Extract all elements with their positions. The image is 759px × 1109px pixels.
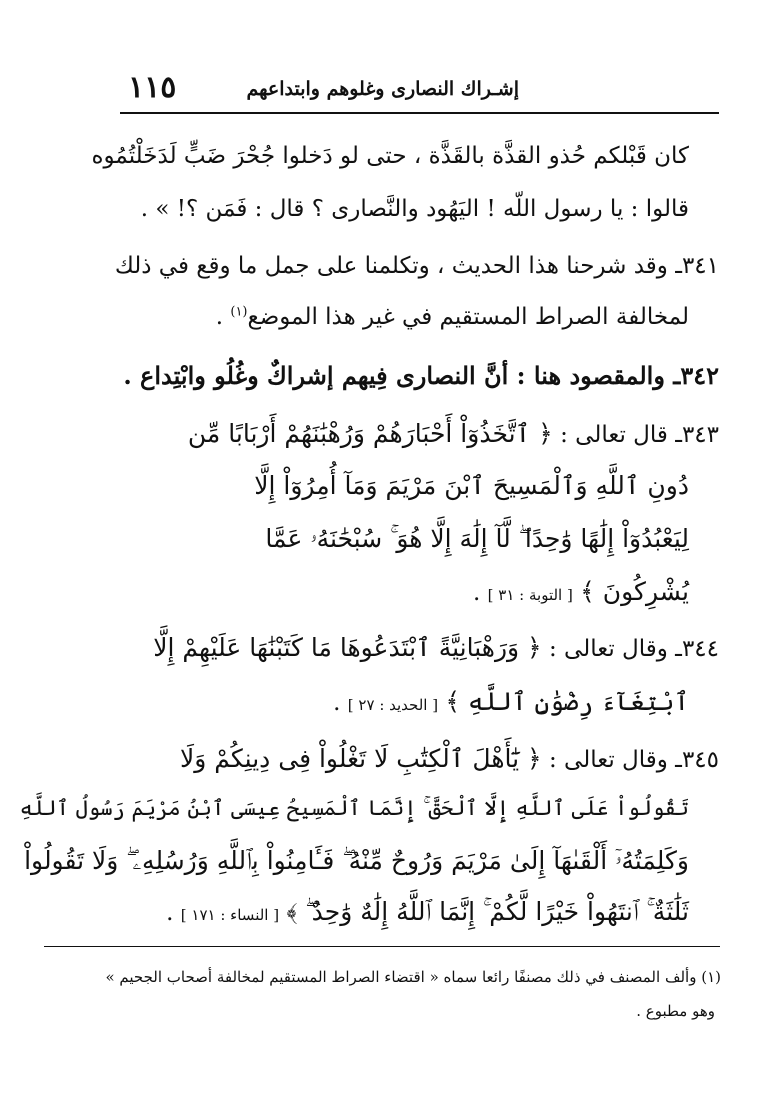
body-line: يُشْرِكُونَ ﴾ [ التوبة : ٣١ ] . [473,577,689,606]
paragraph-343: ٣٤٣ـ قال تعالى : ﴿ ٱتَّخَذُوٓاْ أَحْبَارَهُمْ وَرُهْبَٰنَهُمْ أَرْبَابًا مِّن [187,419,719,448]
quran-verse: ﴿ ٱتَّخَذُوٓاْ أَحْبَارَهُمْ وَرُهْبَٰنَهُمْ أَرْبَابًا مِّن [187,419,553,448]
page-header [120,66,719,114]
paragraph-345: ٣٤٥ـ وقال تعالى : ﴿ يَٰٓأَهْلَ ٱلْكِتَٰبِ لَا تَغْلُواْ فِى دِينِكُمْ وَلَا [179,744,719,773]
body-line: ٱبْتِغَآءَ رِضْوَٰنِ ٱللَّهِ ﴾ [ الحديد : ٢٧ ] . [333,687,689,716]
footnote-marker: (١) [230,304,248,320]
body-line: قالوا : يا رسول اللّه ! اليَهُود والنَّصارى ؟ قال : فَمَن ؟! » . [140,196,689,222]
quran-verse: ﴿ وَرَهْبَانِيَّةً ٱبْتَدَعُوهَا مَا كَتَبْنَٰهَا عَلَيْهِمْ إِلَّا [153,633,542,662]
quran-verse-line: تَقُولُواْ عَلَى ٱللَّهِ إِلَّا ٱلْحَقَّ ۚ إِنَّمَا ٱلْمَسِيحُ عِيسَى ٱبْنُ مَرْيَمَ رَسُولُ ٱللَّهِ [19,796,689,820]
paragraph-341: ٣٤١ـ وقد شرحنا هذا الحديث ، وتكلمنا على جمل ما وقع في ذلك [114,253,719,279]
quran-verse-line: وَكَلِمَتُهُۥٓ أَلْقَىٰهَآ إِلَىٰ مَرْيَمَ وَرُوحٌ مِّنْهُ ۖ فَـَٔامِنُواْ بِٱللَّهِ وَرُسُلِهِۦ ۖ وَلَا تَقُولُواْ [24,846,689,875]
quran-verse-line: دُونِ ٱللَّهِ وَٱلْمَسِيحَ ٱبْنَ مَرْيَمَ وَمَآ أُمِرُوٓاْ إِلَّا [254,471,689,500]
running-title: إشـراك النصارى وغلوهم وابتداعهم [246,78,519,100]
footnote-divider [44,946,720,947]
paragraph-342: ٣٤٢ـ والمقصود هنا : أنَّ النصارى فِيهم إشراكٌ وغُلُو وابْتِداع . [123,361,719,390]
quran-verse-line: لِيَعْبُدُوٓاْ إِلَٰهًا وَٰحِدًا ۖ لَّآ إِلَٰهَ إِلَّا هُوَ ۚ سُبْحَٰنَهُۥ عَمَّا [265,524,689,553]
quran-verse: ﴿ يَٰٓأَهْلَ ٱلْكِتَٰبِ لَا تَغْلُواْ فِى دِينِكُمْ وَلَا [179,744,542,773]
page-number: ١١٥ [128,70,177,105]
verse-reference: [ التوبة : ٣١ ] [487,586,573,604]
body-line: لمخالفة الصراط المستقيم في غير هذا الموضع$^{(١)}$ . [215,304,689,330]
footnote-continuation: وهو مطبوع . [636,1002,715,1020]
verse-reference: [ النساء : ١٧١ ] [180,906,280,924]
footnote: (١) وألف المصنف في ذلك مصنفًا رائعا سماه « اقتضاء الصراط المستقيم لمخالفة أصحاب الجحيم » [105,968,721,986]
paragraph-344: ٣٤٤ـ وقال تعالى : ﴿ وَرَهْبَانِيَّةً ٱبْتَدَعُوهَا مَا كَتَبْنَٰهَا عَلَيْهِمْ إِلَّا [153,633,719,662]
body-line: كان قَبْلكم حُذو القذَّة بالقَذَّة ، حتى لو دَخلوا جُحْرَ ضَبٍّ لَدَخَلْتُمُوه [91,143,689,169]
body-line: ثَلَٰثَةٌ ۚ ٱنتَهُواْ خَيْرًا لَّكُمْ ۚ إِنَّمَا ٱللَّهُ إِلَٰهٌ وَٰحِدٌ ۖ ﴾ [ النساء : ١٧١ ] . [166,897,689,926]
verse-reference: [ الحديد : ٢٧ ] [347,696,439,714]
